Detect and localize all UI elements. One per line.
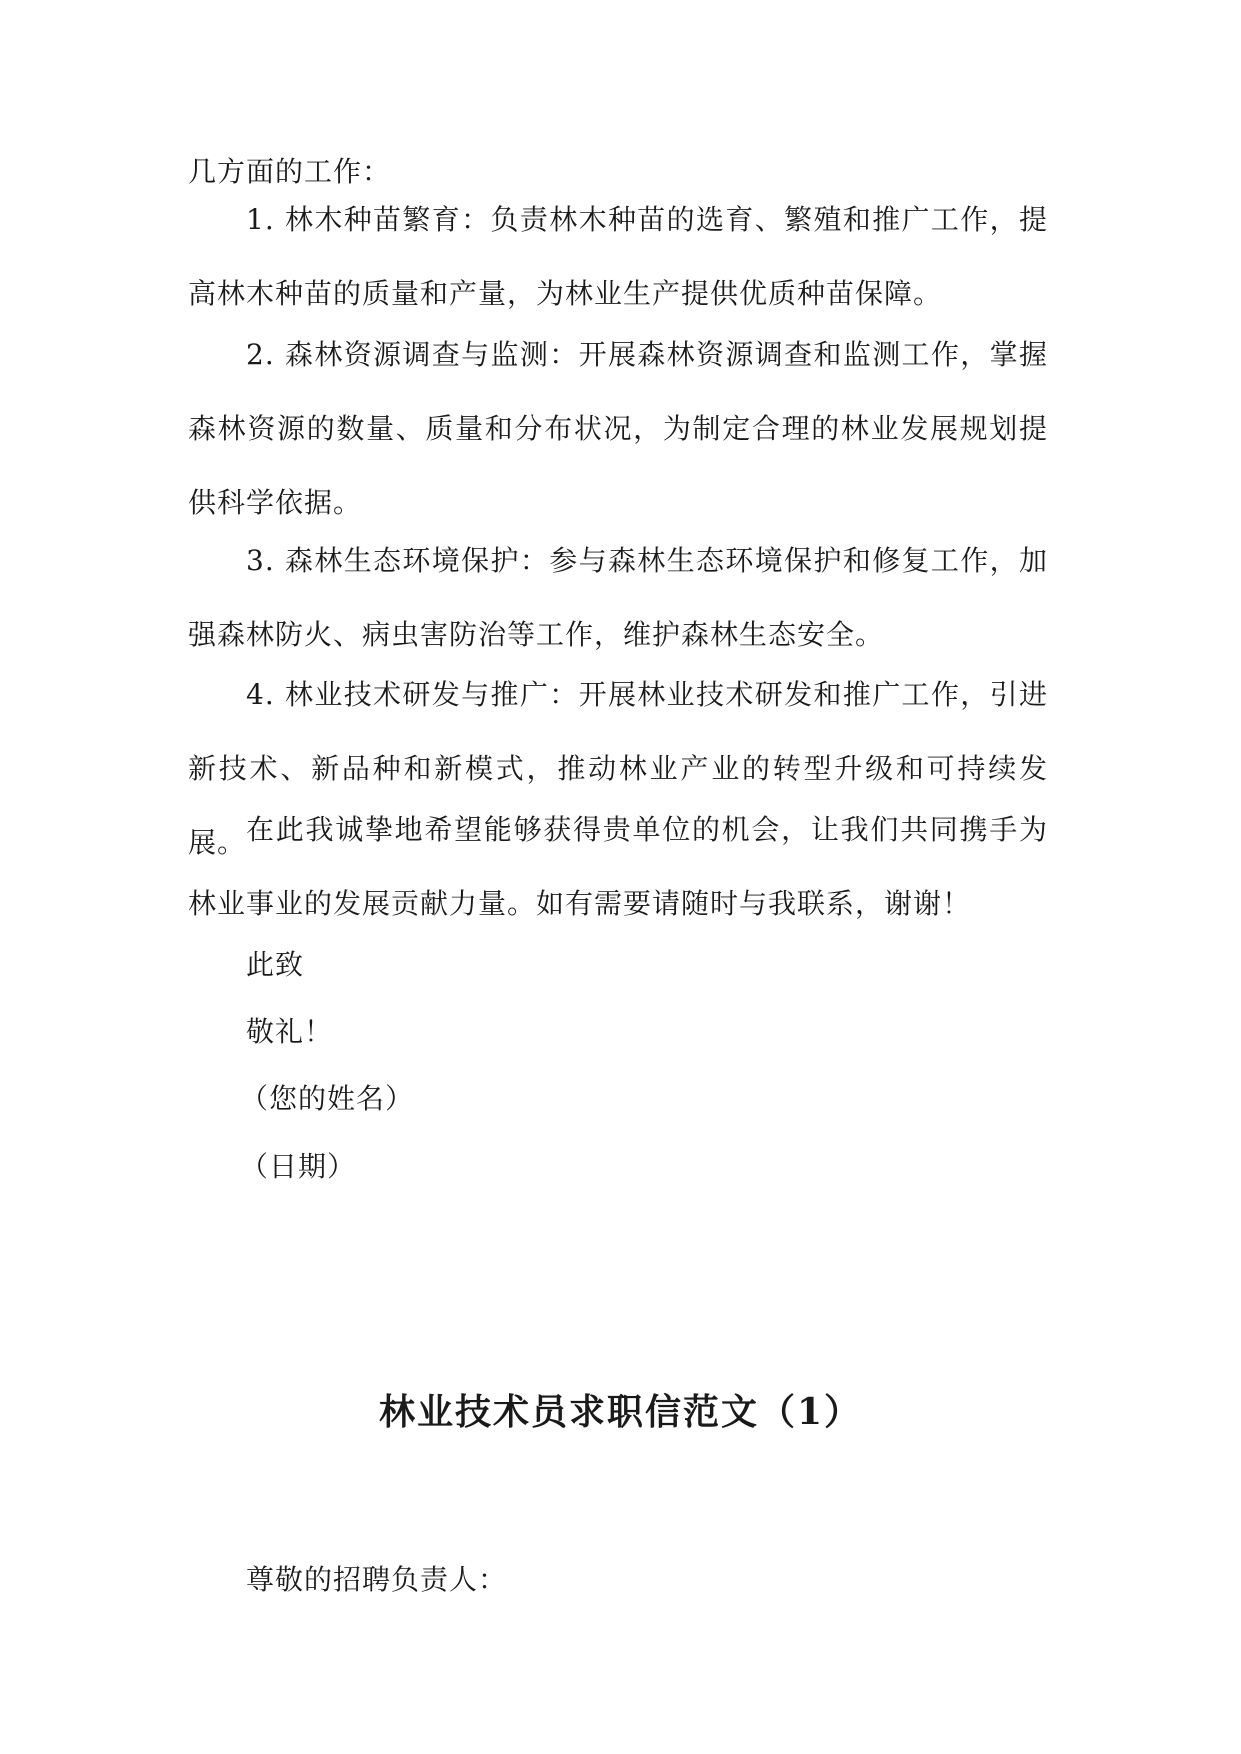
salutation-jing-li: 敬礼！ bbox=[246, 1015, 334, 1048]
salutation-ci-zhi: 此致 bbox=[246, 948, 305, 981]
signature-date-placeholder: （日期） bbox=[240, 1150, 357, 1183]
list-item-4: 4. 林业技术研发与推广：开展林业技术研发和推广工作，引进新技术、新品种和新模式，推动林业产业的转型升级和可持续发展。 bbox=[188, 678, 1048, 859]
list-item-2: 2. 森林资源调查与监测：开展森林资源调查和监测工作，掌握森林资源的数量、质量和分布状况，为制定合理的林业发展规划提供科学依据。 bbox=[188, 338, 1048, 519]
list-item-3: 3. 森林生态环境保护：参与森林生态环境保护和修复工作，加强森林防火、病虫害防治等工作，维护森林生态安全。 bbox=[188, 544, 1048, 651]
signature-name-placeholder: （您的姓名） bbox=[240, 1082, 415, 1115]
greeting: 尊敬的招聘负责人： bbox=[246, 1563, 508, 1596]
list-item-1: 1. 林木种苗繁育：负责林木种苗的选育、繁殖和推广工作，提高林木种苗的质量和产量，为林业生产提供优质种苗保障。 bbox=[188, 203, 1048, 310]
closing-paragraph: 在此我诚挚地希望能够获得贵单位的机会，让我们共同携手为林业事业的发展贡献力量。如有需要请随时与我联系，谢谢！ bbox=[188, 813, 1048, 920]
section-title: 林业技术员求职信范文（1） bbox=[378, 1391, 863, 1433]
paragraph-intro-tail: 几方面的工作： bbox=[188, 155, 392, 188]
